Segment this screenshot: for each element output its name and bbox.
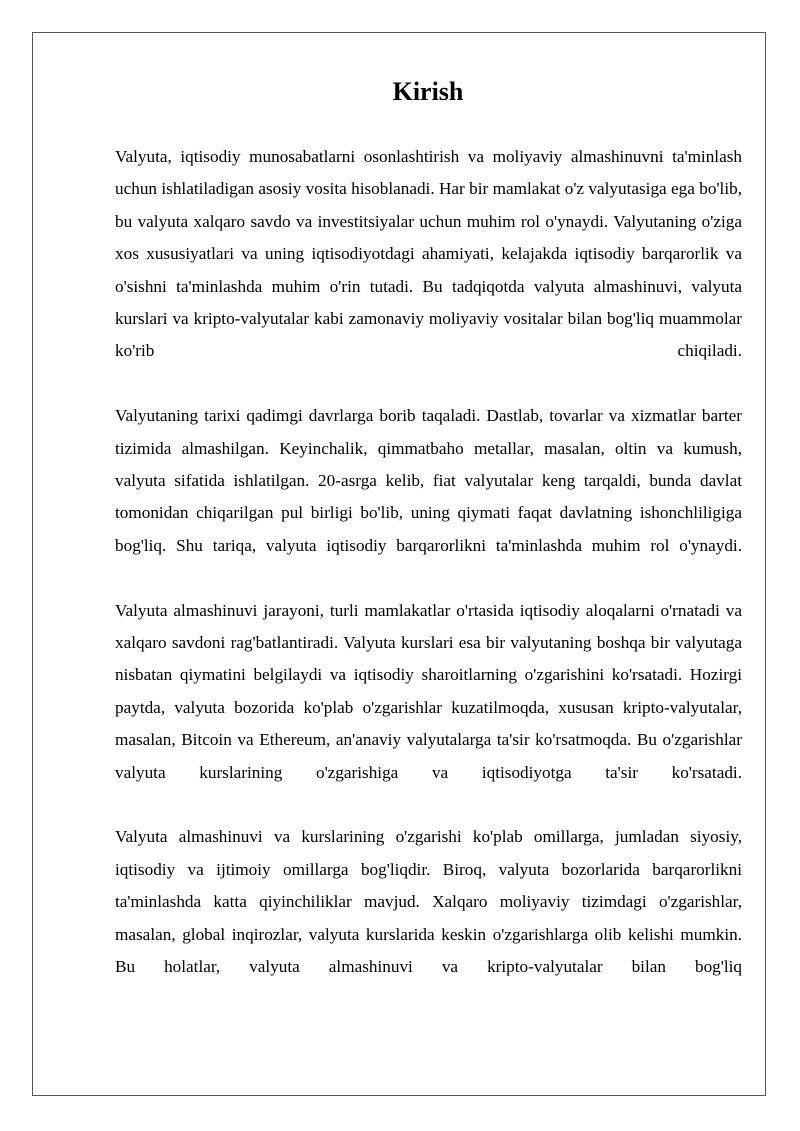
paragraph-4: Valyuta almashinuvi va kurslarining o'zgarishi ko'plab omillarga, jumladan siyosiy, iqtisodiy va ijtimoiy omillarga bog'liqdir. Biroq, valyuta bozorlarida barqarorlikni ta'minlashda katta qiyinchiliklar mavjud. Xalqaro moliyaviy tizimdagi o'zgarishlar, masalan, global inqirozlar, valyuta kurslarida keskin o'zgarishlarga olib kelishi mumkin. Bu holatlar, valyuta almashinuvi va kripto-valyutalar bilan bog'liq [115,827,742,977]
paragraph-3: Valyuta almashinuvi jarayoni, turli mamlakatlar o'rtasida iqtisodiy aloqalarni o'rnatadi va xalqaro savdoni rag'batlantiradi. Valyuta kurslari esa bir valyutaning boshqa bir valyutaga nisbatan qiymatini belgilaydi va iqtisodiy sharoitlarning o'zgarishini ko'rsatadi. Hozirgi paytda, valyuta bozorida ko'plab o'zgarishlar kuzatilmoqda, xususan kripto-valyutalar, masalan, Bitcoin va Ethereum, an'anaviy valyutalarga ta'sir ko'rsatmoqda. Bu o'zgarishlar valyuta kurslarining o'zgarishiga va iqtisodiyotga ta'sir ko'rsatadi. [115,600,742,782]
paragraph-spacer [115,368,742,400]
paragraph-2: Valyutaning tarixi qadimgi davrlarga borib taqaladi. Dastlab, tovarlar va xizmatlar barter tizimida almashilgan. Keyinchalik, qimmatbaho metallar, masalan, oltin va kumush, valyuta sifatida ishlatilgan. 20-asrga kelib, fiat valyutalar keng tarqaldi, bunda davlat tomonidan chiqarilgan pul birligi bo'lib, uning qiymati faqat davlatning ishonchliligiga bog'liq. Shu tariqa, valyuta iqtisodiy barqarorlikni ta'minlashda muhim rol o'ynaydi. [115,406,742,555]
paragraph-spacer [115,562,742,594]
paragraph-spacer [115,789,742,821]
paragraph-1: Valyuta, iqtisodiy munosabatlarni osonlashtirish va moliyaviy almashinuvni ta'minlash uchun ishlatiladigan asosiy vosita hisoblanadi. Har bir mamlakat o'z valyutasiga ega bo'lib, bu valyuta xalqaro savdo va investitsiyalar uchun muhim rol o'ynaydi. Valyutaning o'ziga xos xususiyatlari va uning iqtisodiyotdagi ahamiyati, kelajakda iqtisodiy barqarorlik va o'sishni ta'minlashda muhim o'rin tutadi. Bu tadqiqotda valyuta almashinuvi, valyuta kurslari va kripto-valyutalar kabi zamonaviy moliyaviy vositalar bilan bog'liq muammolar ko'rib chiqiladi. [115,147,742,361]
page-title: Kirish [392,77,464,106]
document-body [115,141,742,984]
